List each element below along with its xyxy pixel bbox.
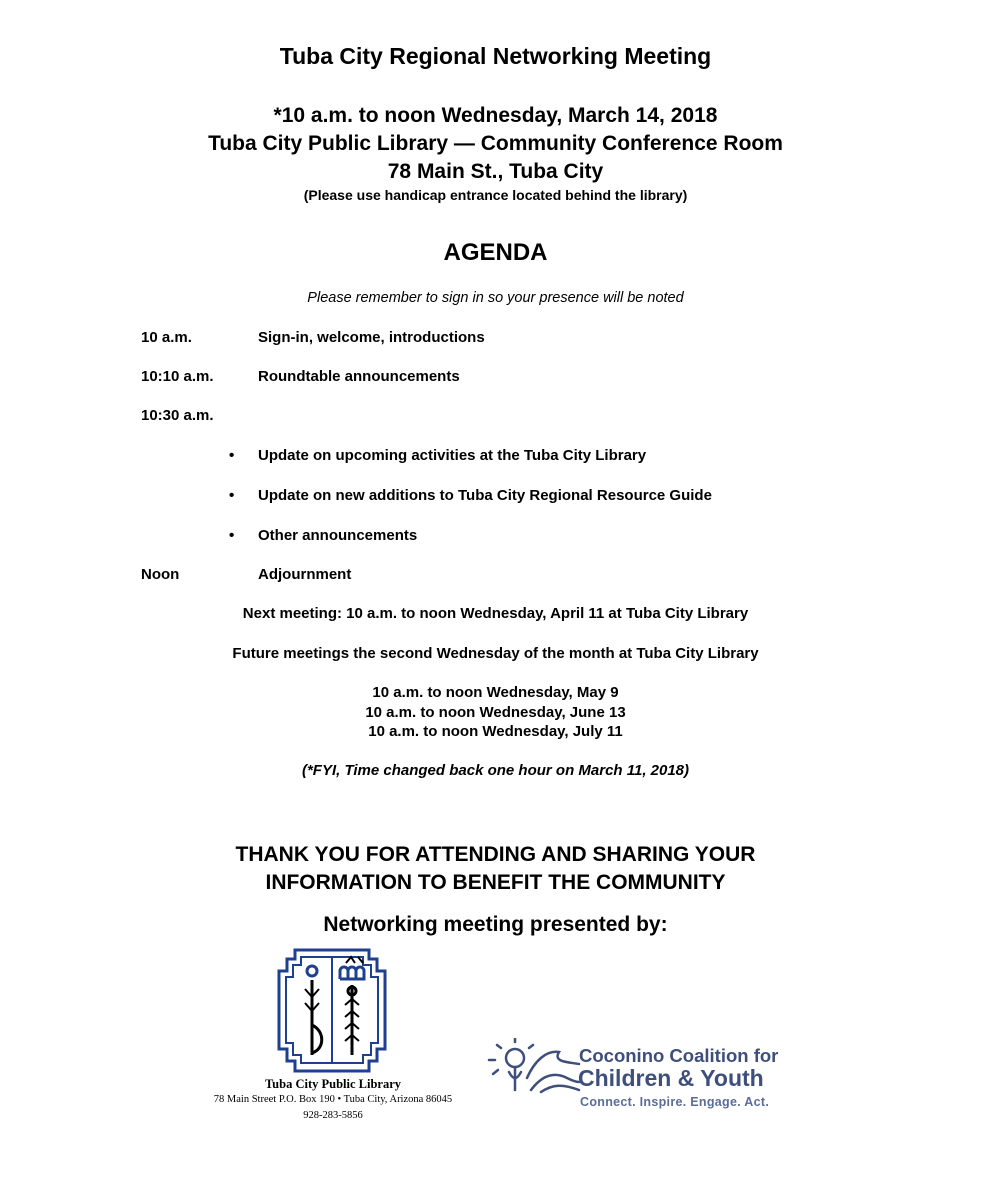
bullet-text: Update on new additions to Tuba City Regional Resource Guide (258, 487, 712, 504)
agenda-text: Roundtable announcements (258, 368, 460, 385)
agenda-text: Adjournment (258, 566, 352, 583)
meeting-datetime: *10 a.m. to noon Wednesday, March 14, 2018 (273, 104, 718, 127)
future-meeting-date: 10 a.m. to noon Wednesday, July 11 (368, 723, 623, 740)
presented-by: Networking meeting presented by: (323, 913, 668, 936)
sun-hills-icon (483, 1038, 583, 1098)
thank-you-line: INFORMATION TO BENEFIT THE COMMUNITY (265, 871, 726, 894)
library-address: 78 Main Street P.O. Box 190 • Tuba City, Arizona 86045 (213, 1094, 453, 1105)
agenda-time: 10 a.m. (141, 329, 192, 346)
agenda-time: Noon (141, 566, 180, 583)
coalition-tagline: Connect. Inspire. Engage. Act. (580, 1095, 770, 1109)
next-meeting: Next meeting: 10 a.m. to noon Wednesday, April 11 at Tuba City Library (242, 605, 749, 622)
coalition-name: Coconino Coalition for (579, 1045, 779, 1066)
page-title: Tuba City Regional Networking Meeting (279, 43, 712, 69)
bullet-icon: • (229, 487, 235, 504)
thank-you-line: THANK YOU FOR ATTENDING AND SHARING YOUR (235, 843, 756, 866)
fyi-note: (*FYI, Time changed back one hour on March 11, 2018) (301, 762, 690, 779)
sign-in-reminder: Please remember to sign in so your presence will be noted (307, 290, 684, 306)
bullet-icon: • (229, 447, 235, 464)
library-name: Tuba City Public Library (264, 1077, 402, 1091)
future-meeting-date: 10 a.m. to noon Wednesday, June 13 (365, 704, 626, 721)
thank-you-message (0, 841, 991, 897)
entrance-note: (Please use handicap entrance located behind the library) (303, 187, 688, 203)
bullet-text: Other announcements (258, 527, 418, 544)
meeting-location: Tuba City Public Library — Community Conference Room (208, 132, 783, 155)
meeting-address: 78 Main St., Tuba City (387, 160, 604, 183)
future-meetings-intro: Future meetings the second Wednesday of the month at Tuba City Library (232, 645, 759, 662)
bullet-text: Update on upcoming activities at the Tuba City Library (258, 447, 647, 464)
agenda-text: Sign-in, welcome, introductions (258, 329, 485, 346)
agenda-heading: AGENDA (443, 239, 548, 266)
agenda-time: 10:10 a.m. (141, 368, 214, 385)
coalition-name: Children & Youth (578, 1065, 764, 1091)
library-phone: 928-283-5856 (303, 1110, 363, 1121)
future-meeting-date: 10 a.m. to noon Wednesday, May 9 (372, 684, 619, 701)
agenda-time: 10:30 a.m. (141, 407, 214, 424)
bullet-icon: • (229, 527, 235, 544)
